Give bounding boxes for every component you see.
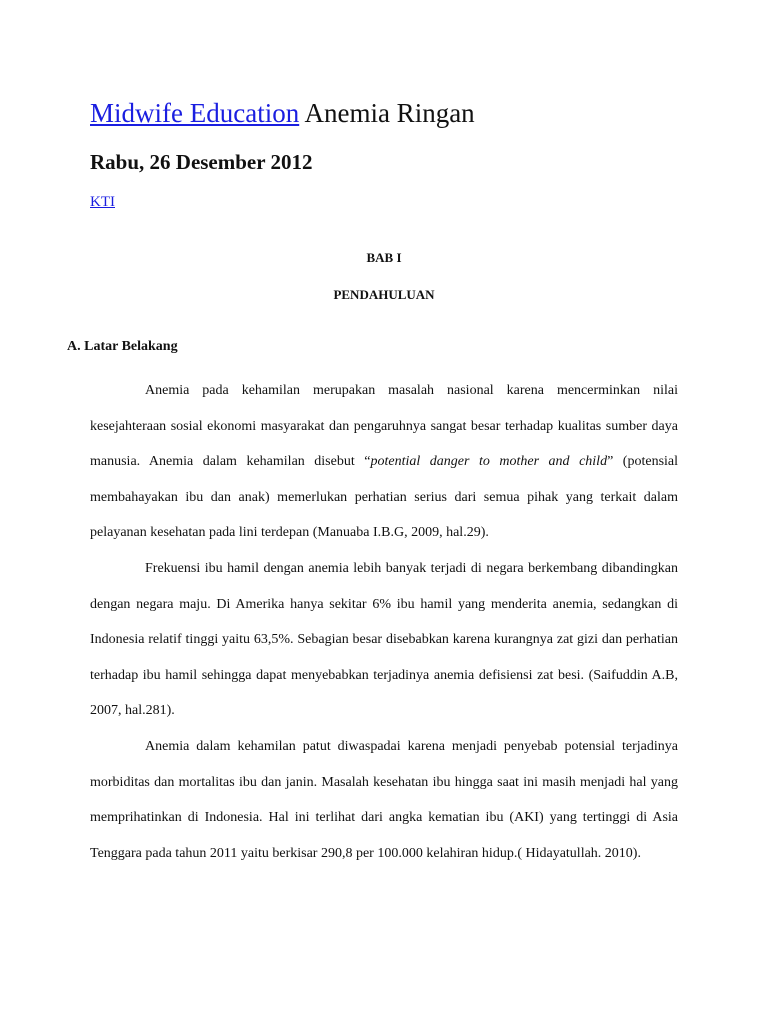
post-title: Anemia Ringan	[299, 98, 475, 128]
paragraph-3: Anemia dalam kehamilan patut diwaspadai karena menjadi penyebab potensial terjadinya morbiditas dan mortalitas ibu dan janin. Masalah kesehatan ibu hingga saat ini masih menjadi hal yang memprihatinkan di Indonesia. Hal ini terlihat dari angka kematian ibu (AKI) yang tertinggi di Asia Tenggara pada tahun 2011 yaitu berkisar 290,8 per 100.000 kelahiran hidup.( Hidayatullah. 2010).	[90, 739, 678, 861]
paragraph-1	[90, 373, 678, 551]
paragraph-1-text-end: ” (potensial membahayakan ibu dan anak) memerlukan perhatian serius dari semua pihak yang terkait dalam pelayanan kesehatan pada lini terdepan (Manuaba I.B.G, 2009, hal.29).	[90, 454, 679, 541]
paragraph-1-text-start: Anemia pada kehamilan merupakan masalah nasional karena mencerminkan nilai kesejahteraan sosial ekonomi masyarakat dan pengaruhnya sangat besar terhadap kualitas sumber daya manusia. Anemia dalam kehamilan disebut “	[90, 383, 678, 470]
paragraph-1-italic-phrase: potential danger to mother and child	[370, 454, 608, 470]
paragraph-2: Frekuensi ibu hamil dengan anemia lebih banyak terjadi di negara berkembang dibandingkan dengan negara maju. Di Amerika hanya sekitar 6% ibu hamil yang menderita anemia, sedangkan di Indonesia relatif tinggi yaitu 63,5%. Sebagian besar disebabkan karena kurangnya zat gizi dan perhatian terhadap ibu hamil sehingga dapat menyebabkan terjadinya anemia defisiensi zat besi. (Saifuddin A.B, 2007, hal.281).	[90, 561, 678, 719]
section-heading: A. Latar Belakang	[67, 339, 178, 354]
post-date: Rabu, 26 Desember 2012	[90, 150, 313, 174]
chapter-number: BAB I	[366, 250, 402, 265]
blog-title-link[interactable]: Midwife Education	[90, 98, 300, 128]
post-title-line	[90, 95, 475, 131]
chapter-title: PENDAHULUAN	[333, 287, 435, 302]
label-link-kti[interactable]: KTI	[90, 194, 115, 210]
